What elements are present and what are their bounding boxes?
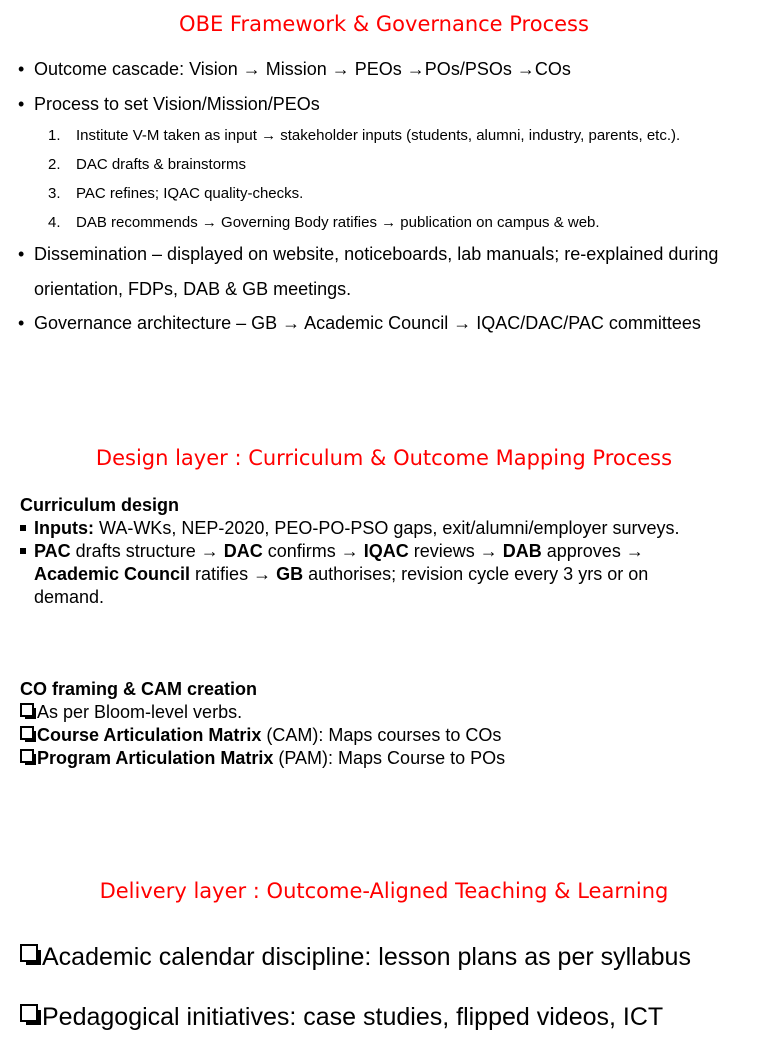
co-framing-block	[20, 678, 720, 770]
checkbox-icon	[20, 703, 34, 717]
co-framing-item: Program Articulation Matrix (PAM): Maps Course to POs	[20, 747, 720, 770]
section-title-design-layer: Design layer : Curriculum & Outcome Mapping Process	[95, 446, 673, 470]
bullet-governance-architecture: • Governance architecture – GB → Academic Council → IQAC/DAC/PAC committees	[18, 306, 728, 341]
checkbox-icon	[20, 1004, 38, 1022]
co-framing-item: As per Bloom-level verbs.	[20, 701, 720, 724]
process-step: 2. DAC drafts & brainstorms	[48, 156, 247, 173]
curriculum-approval-flow-item: PAC drafts structure → DAC confirms → IQAC reviews → DAB approves → Academic Council ratifies → GB authorises; revision cycle every 3 yrs or on demand.	[20, 540, 720, 609]
bullet-dissemination: • Dissemination – displayed on website, noticeboards, lab manuals; re-explained during orientation, FDPs, DAB & GB meetings.	[18, 237, 728, 306]
checkbox-icon	[20, 944, 38, 962]
co-framing-title: CO framing & CAM creation	[20, 679, 258, 699]
checkbox-icon	[20, 726, 34, 740]
process-step: 1. Institute V-M taken as input → stakeholder inputs (students, alumni, industry, parents, etc.).	[48, 127, 681, 144]
process-steps-list	[34, 121, 728, 237]
curriculum-inputs-item: Inputs: WA-WKs, NEP-2020, PEO-PO-PSO gaps, exit/alumni/employer surveys.	[20, 517, 720, 540]
bullet-process-vision-mission	[18, 87, 728, 238]
section-title-obe-framework: OBE Framework & Governance Process	[179, 12, 589, 36]
bullet-label: Process to set Vision/Mission/PEOs	[34, 93, 320, 114]
process-step: 3. PAC refines; IQAC quality-checks.	[48, 185, 304, 202]
delivery-item: Academic calendar discipline: lesson plans as per syllabus	[20, 940, 760, 974]
section-title-delivery-layer: Delivery layer : Outcome-Aligned Teaching & Learning	[99, 879, 669, 903]
obe-bullet-list	[18, 52, 728, 341]
curriculum-design-block	[20, 494, 720, 609]
co-framing-item: Course Articulation Matrix (CAM): Maps courses to COs	[20, 724, 720, 747]
delivery-item: Pedagogical initiatives: case studies, flipped videos, ICT	[20, 1000, 760, 1034]
checkbox-icon	[20, 749, 34, 763]
curriculum-design-title: Curriculum design	[20, 495, 180, 515]
process-step: 4. DAB recommends → Governing Body ratifies → publication on campus & web.	[48, 214, 600, 231]
delivery-items-list	[20, 940, 760, 1060]
bullet-outcome-cascade: • Outcome cascade: Vision → Mission → PEOs →POs/PSOs →COs	[18, 52, 728, 87]
